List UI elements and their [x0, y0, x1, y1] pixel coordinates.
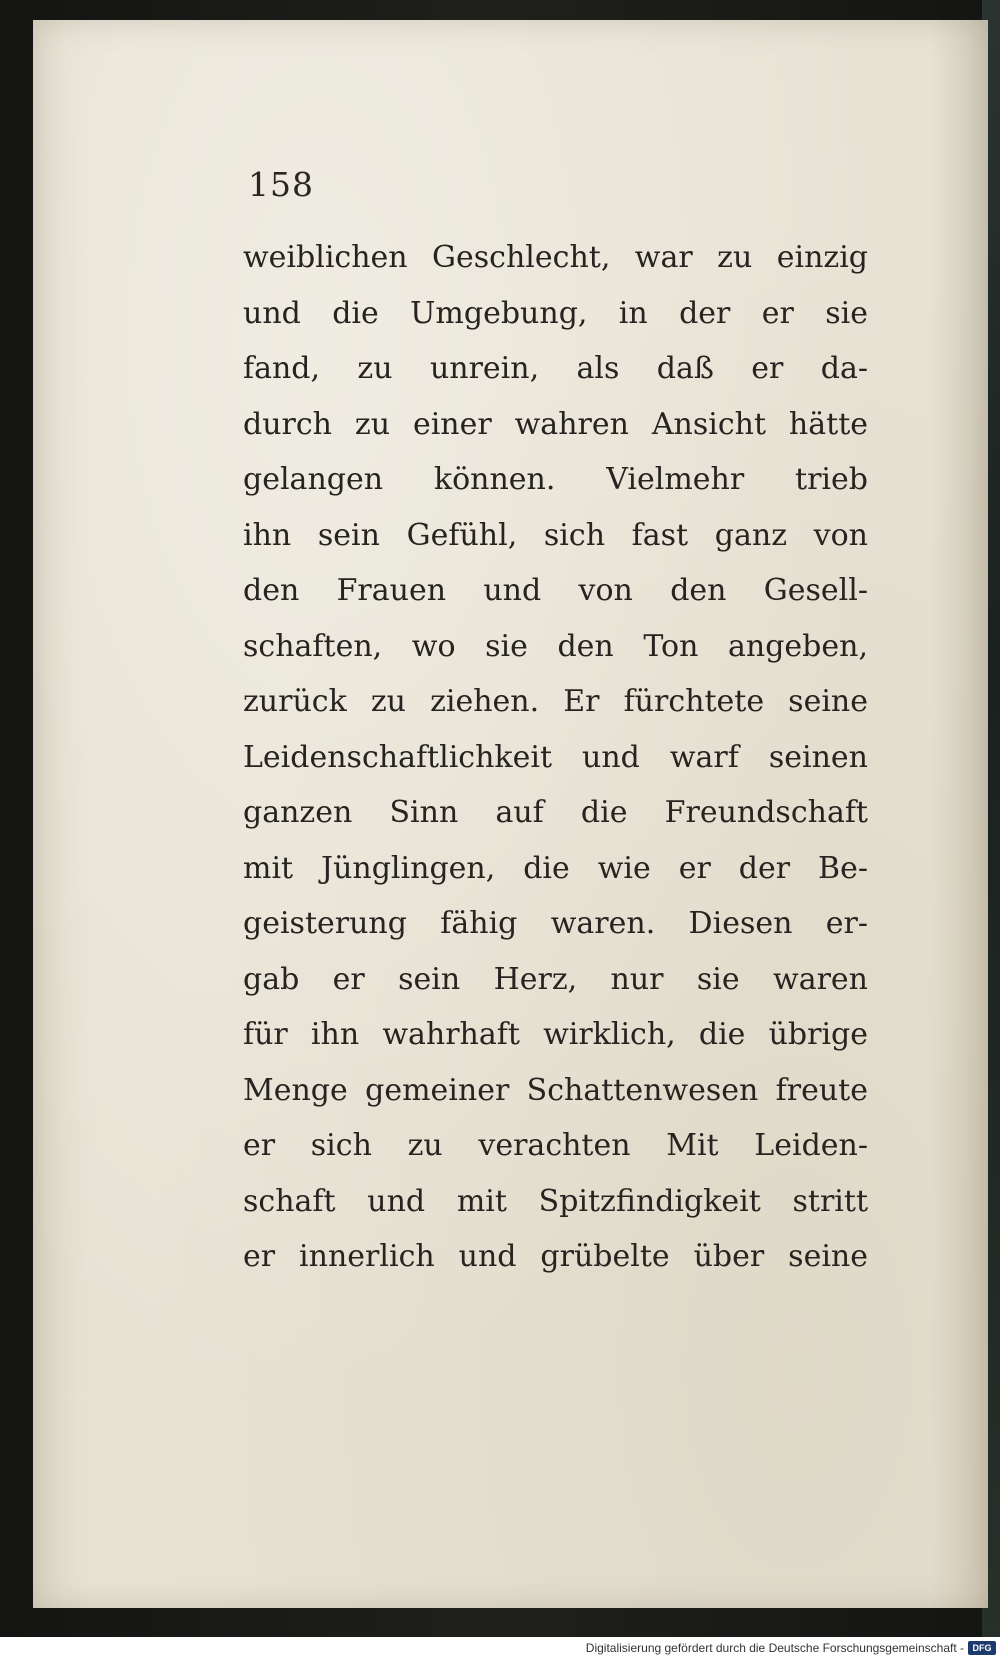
- text-line: geisterung fähig waren. Diesen er-: [243, 906, 868, 941]
- digitization-footer: [0, 1637, 1000, 1659]
- text-line: er sich zu verachten Mit Leiden-: [243, 1128, 868, 1163]
- text-line: für ihn wahrhaft wirklich, die übrige: [243, 1017, 868, 1052]
- text-line: schaft und mit Spitzfindigkeit stritt: [243, 1183, 868, 1219]
- text-line: weiblichen Geschlecht, war zu einzig: [243, 240, 868, 275]
- text-line: schaften, wo sie den Ton angeben,: [243, 628, 868, 664]
- text-line: ganzen Sinn auf die Freundschaft: [243, 795, 868, 830]
- text-line: fand, zu unrein, als daß er da-: [243, 351, 868, 386]
- text-line: gelangen können. Vielmehr trieb: [243, 462, 868, 497]
- text-line: mit Jünglingen, die wie er der Be-: [243, 850, 868, 886]
- text-line: den Frauen und von den Gesell-: [243, 573, 868, 608]
- text-line: zurück zu ziehen. Er fürchtete seine: [243, 684, 868, 719]
- book-page: [33, 20, 988, 1608]
- text-line: gab er sein Herz, nur sie waren: [243, 961, 868, 997]
- funding-credit: Digitalisierung gefördert durch die Deutsche Forschungsgemeinschaft -: [585, 1641, 964, 1655]
- text-line: er innerlich und grübelte über seine: [243, 1239, 868, 1274]
- text-line: Leidenschaftlichkeit und warf seinen: [243, 739, 868, 775]
- dfg-logo-icon: DFG: [968, 1641, 996, 1655]
- text-block: [243, 230, 868, 1285]
- text-line: ihn sein Gefühl, sich fast ganz von: [243, 517, 868, 553]
- text-line: und die Umgebung, in der er sie: [243, 295, 868, 331]
- page-number: 158: [248, 165, 314, 204]
- text-line: durch zu einer wahren Ansicht hätte: [243, 406, 868, 442]
- text-line: Menge gemeiner Schattenwesen freute: [243, 1072, 868, 1108]
